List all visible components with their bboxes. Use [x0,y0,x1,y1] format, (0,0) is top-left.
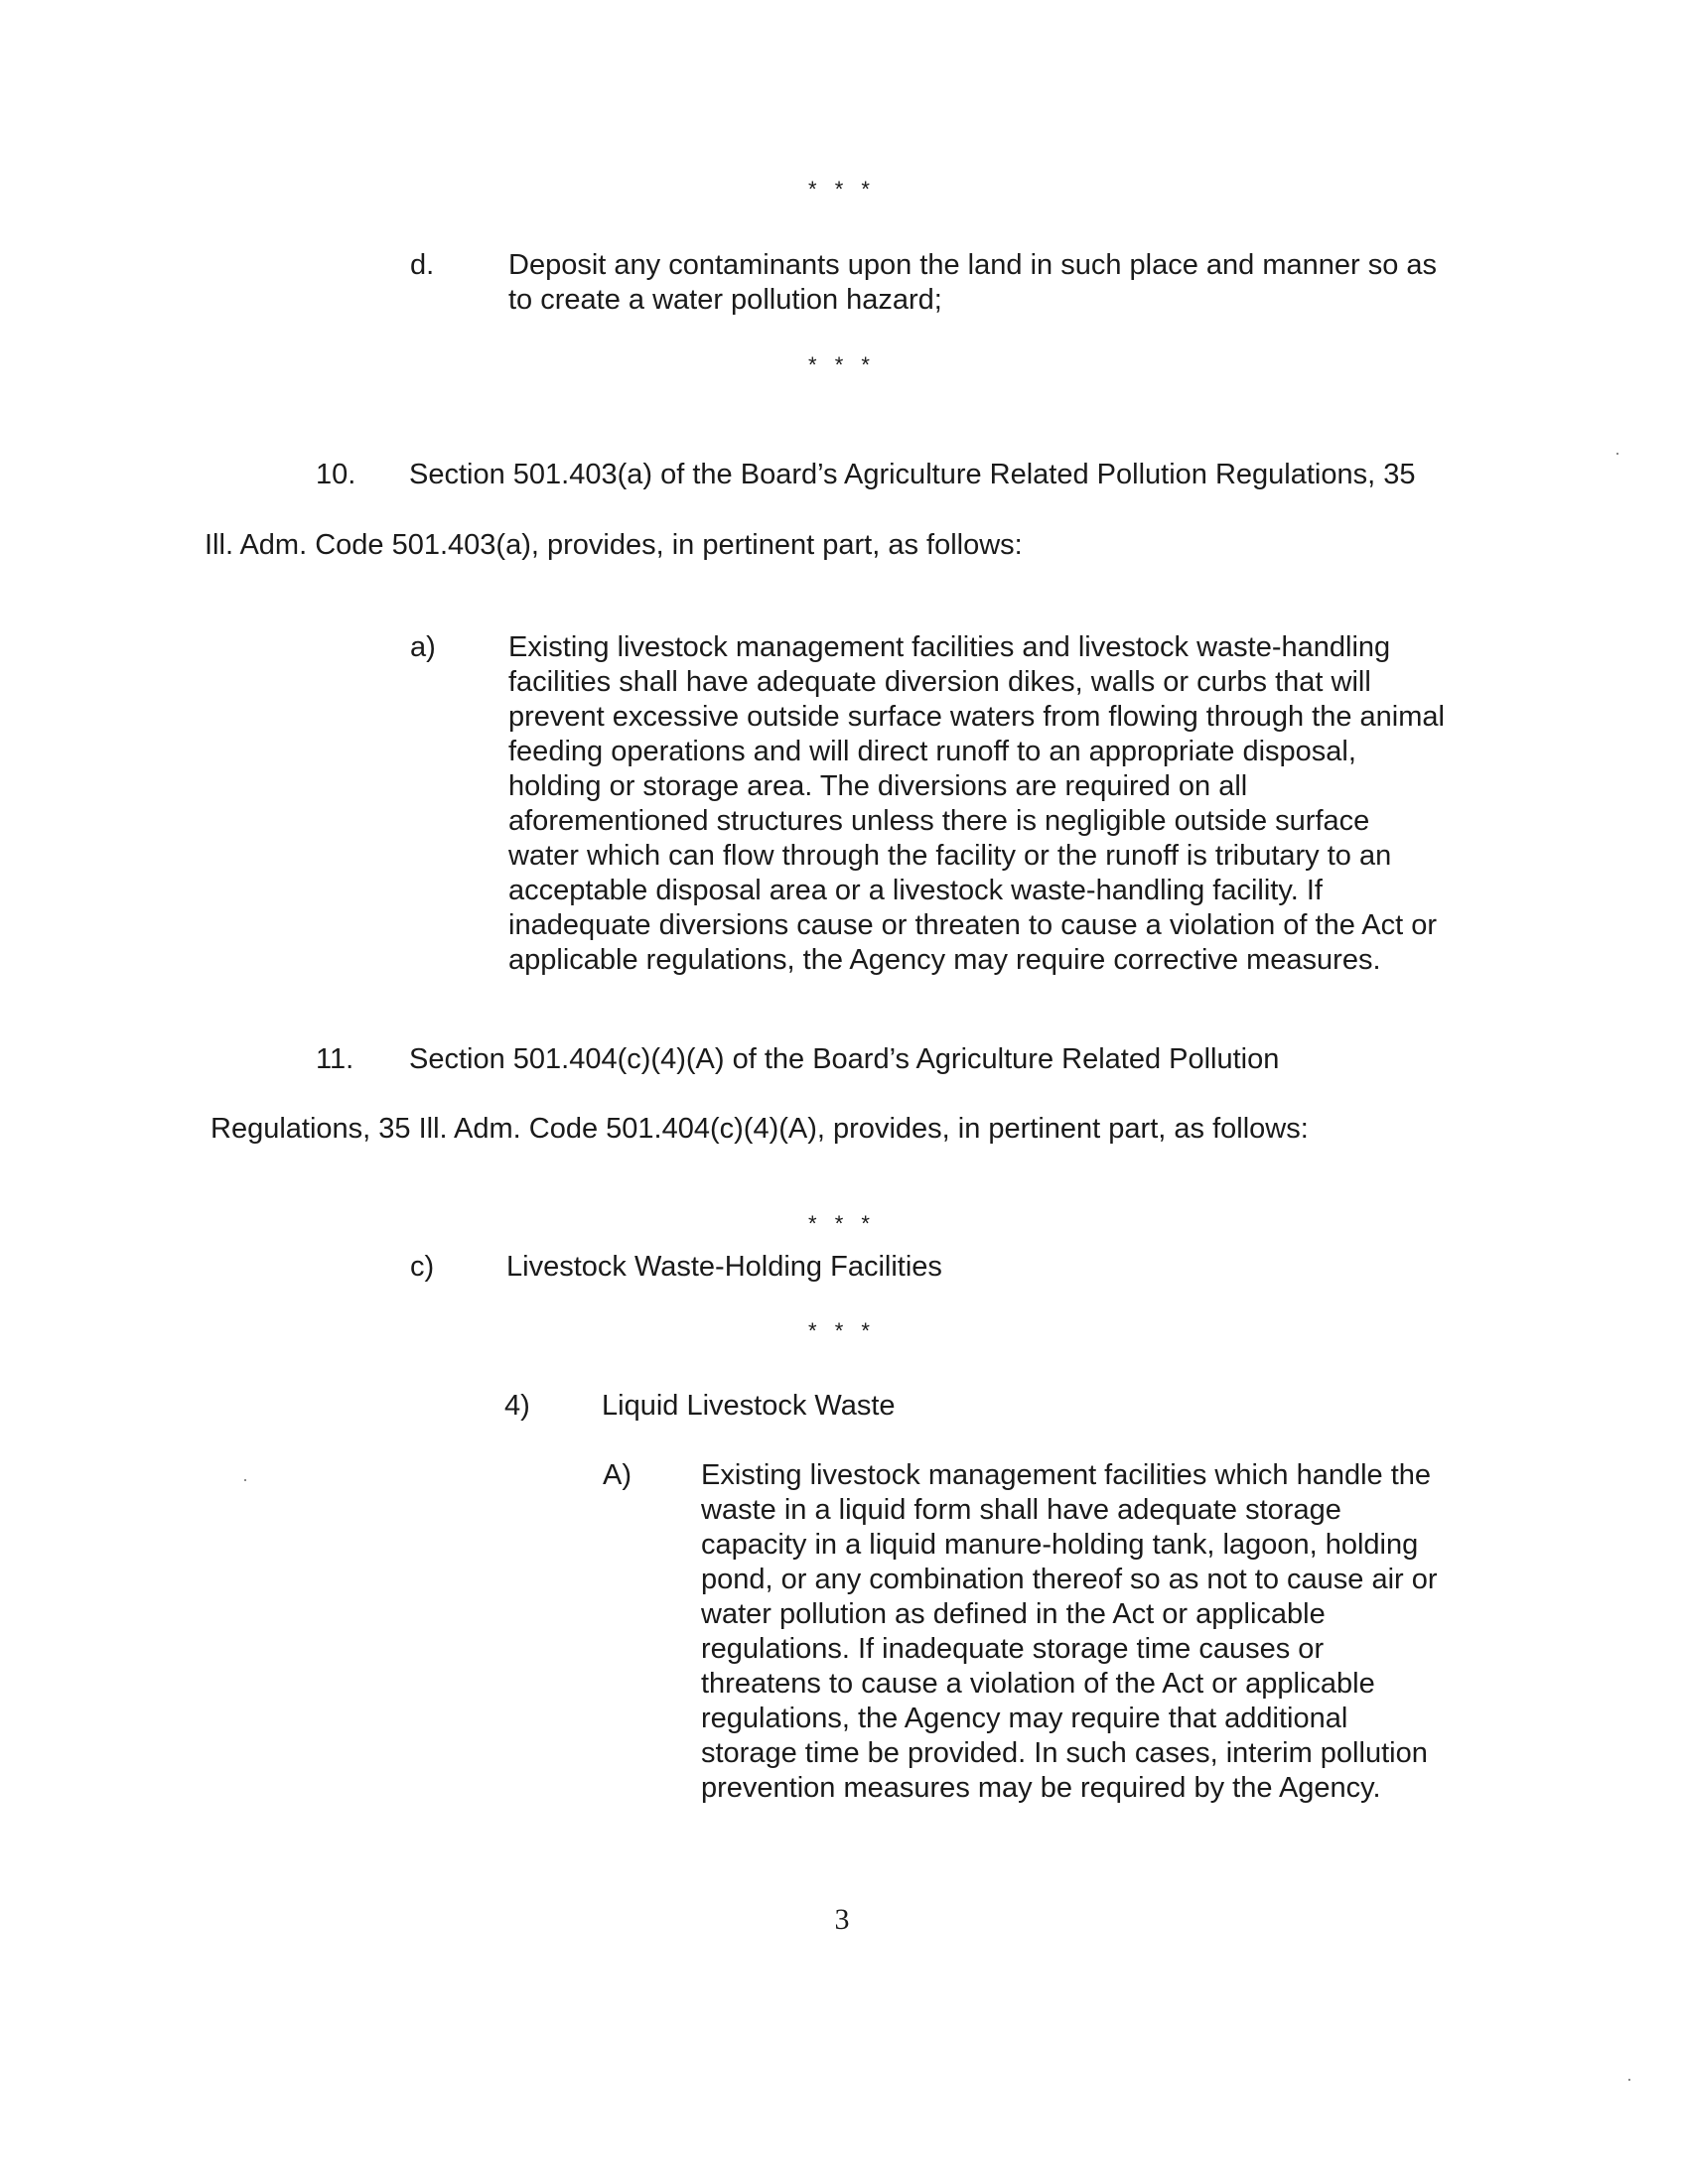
page-number: 3 [834,1903,850,1936]
subsection-d-label: d. [410,249,435,281]
scan-speck [244,1479,246,1481]
quote-a-label: a) [410,631,436,663]
quote-c-label: c) [410,1251,435,1283]
scan-speck [1628,2079,1630,2081]
paragraph-10-line2: Ill. Adm. Code 501.403(a), provides, in pertinent part, as follows: [205,529,1023,561]
quote-c4a-label: A) [603,1459,632,1491]
separator-stars: * * * [808,352,876,377]
quote-c-text: Livestock Waste-Holding Facilities [506,1251,942,1283]
paragraph-11-number: 11. [316,1043,354,1075]
paragraph-10-line1: Section 501.403(a) of the Board’s Agriculture Related Pollution Regulations, 35 [409,459,1416,490]
paragraph-11-line2: Regulations, 35 Ill. Adm. Code 501.404(c)(4)(A), provides, in pertinent part, as follows: [210,1113,1309,1145]
subsection-d-text: Deposit any contaminants upon the land in such place and manner so as to create a water pollution hazard; [508,249,1438,316]
separator-stars: * * * [808,1211,876,1236]
separator-stars: * * * [808,177,876,202]
quote-a-text: Existing livestock management facilities and livestock waste-handling facilities shall have adequate diversion dikes, walls or curbs that will prevent excessive outside surface waters from flowing through the animal feeding operations and will direct runoff to an appropriate disposal, holding or storage area. The diversions are required on all aforementioned structures unless there is negligible outside surface water which can flow through the facility or the runoff is tributary to an acceptable disposal area or a livestock waste-handling facility. If inadequate diversions cause or threaten to cause a violation of the Act or applicable regulations, the Agency may require corrective measures. [508,631,1445,976]
paragraph-10-number: 10. [316,459,356,490]
paragraph-11-line1: Section 501.404(c)(4)(A) of the Board’s Agriculture Related Pollution [409,1043,1280,1075]
quote-c4a-text: Existing livestock management facilities which handle the waste in a liquid form shall have adequate storage capacity in a liquid manure-holding tank, lagoon, holding pond, or any combination thereof so as not to cause air or water pollution as defined in the Act or applicable regulations. If inadequate storage time causes or threatens to cause a violation of the Act or applicable regulations, the Agency may require that additional storage time be provided. In such cases, interim pollution prevention measures may be required by the Agency. [701,1459,1438,1804]
separator-stars: * * * [808,1318,876,1343]
quote-c4-text: Liquid Livestock Waste [602,1390,896,1422]
scan-speck [1616,453,1618,455]
quote-c4-label: 4) [504,1390,530,1422]
